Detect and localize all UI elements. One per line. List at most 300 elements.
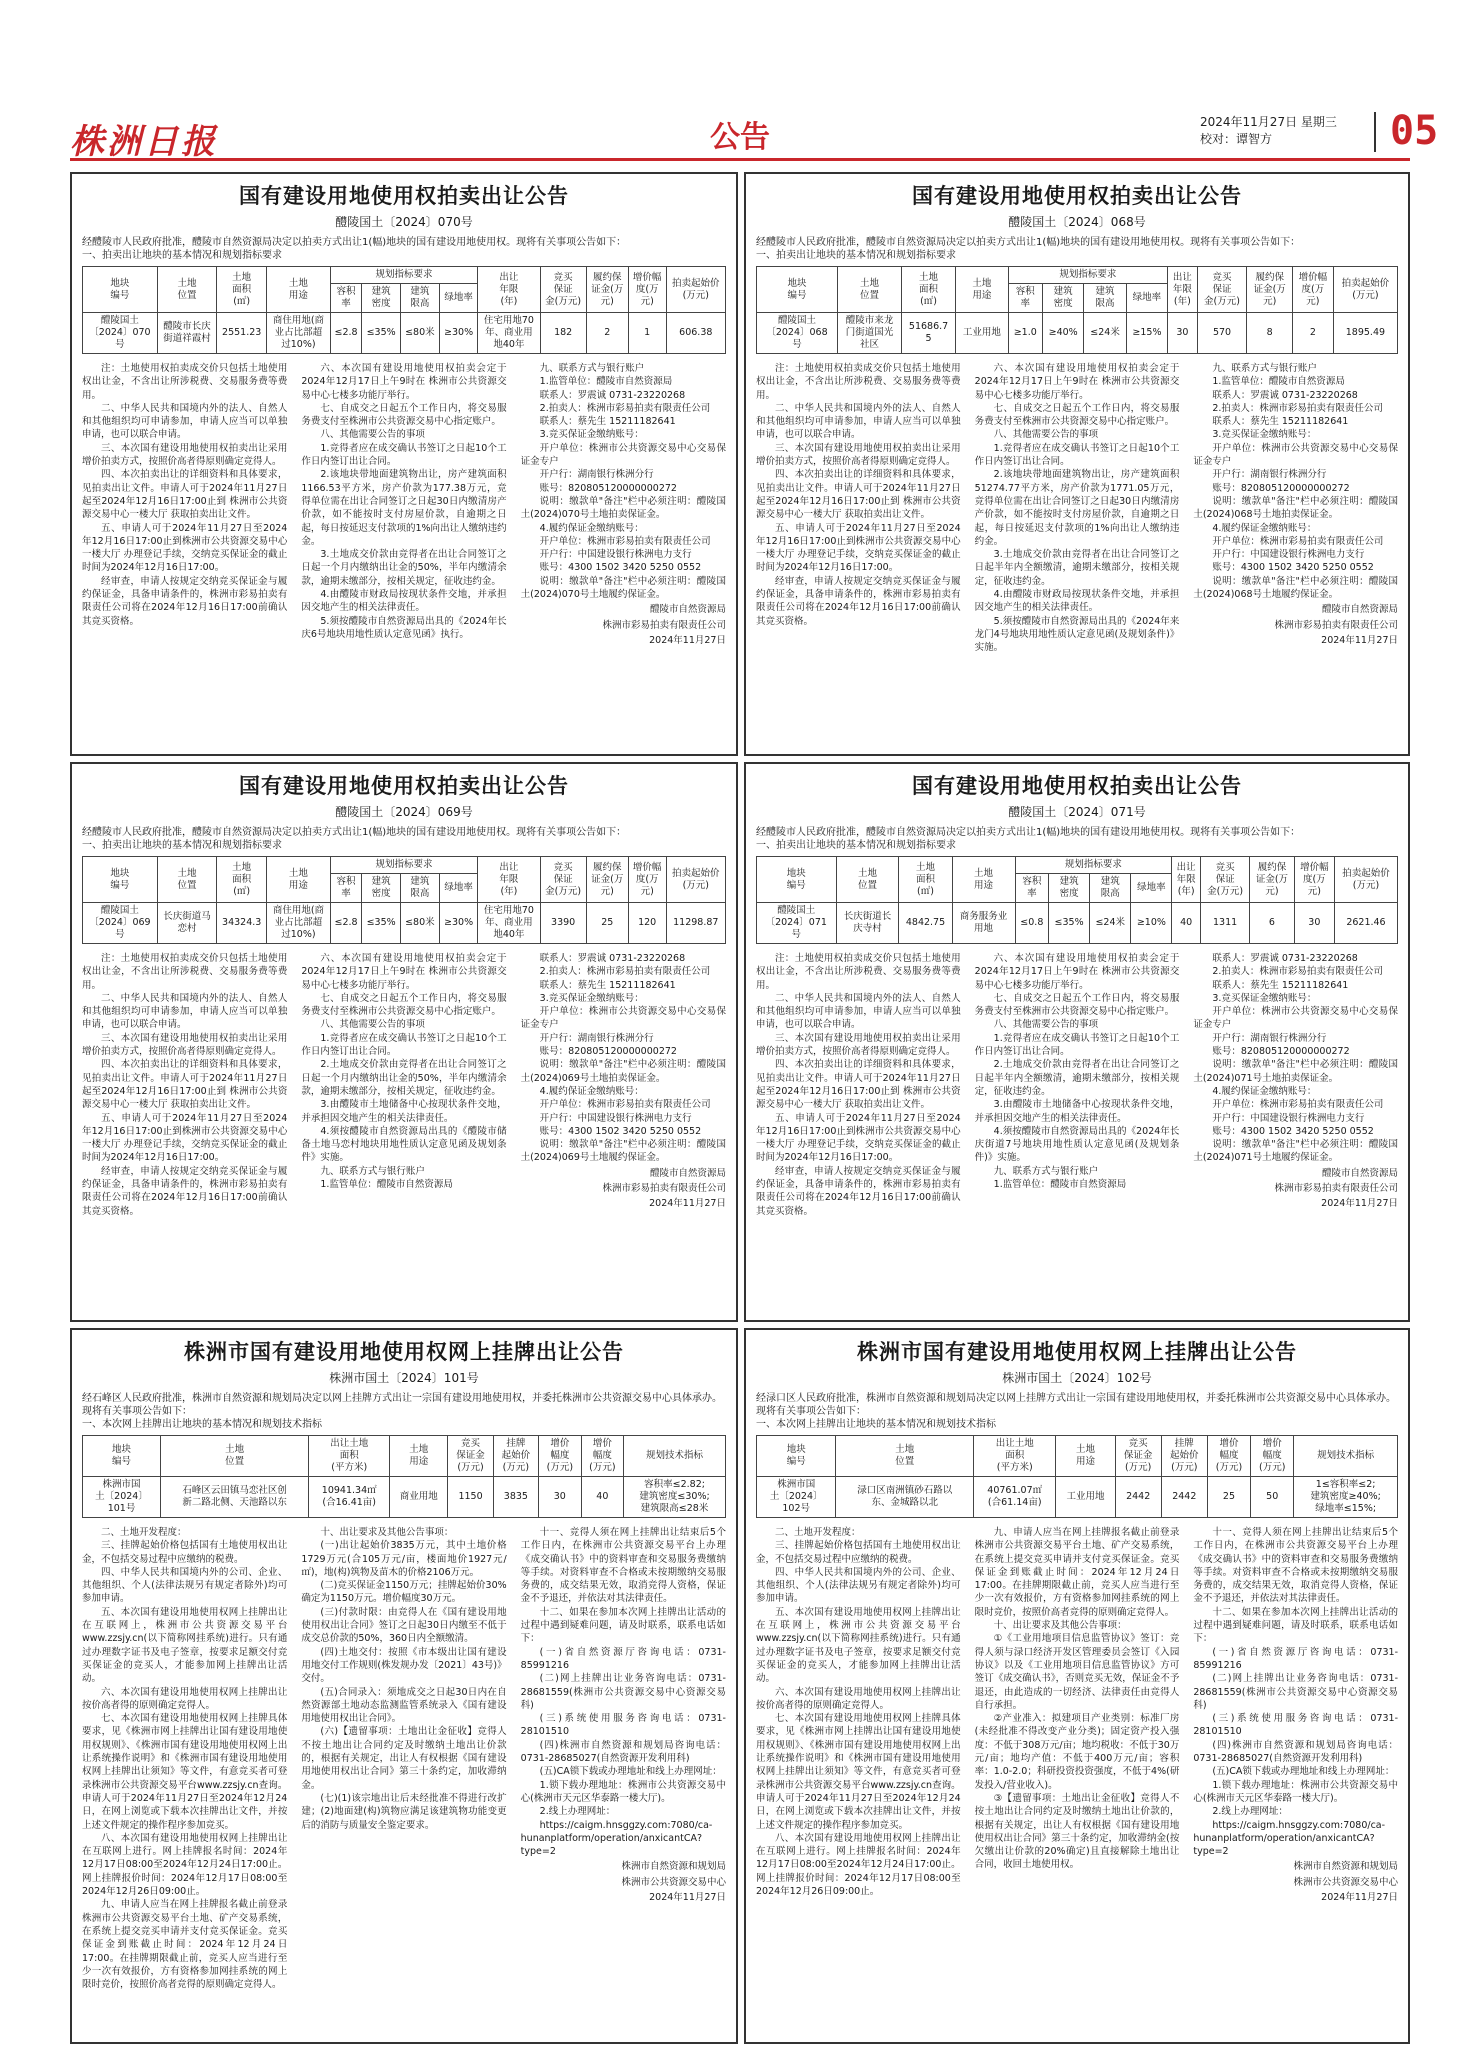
issue-date: 2024年11月27日 星期三	[1200, 115, 1337, 129]
notice-intro: 经渌口区人民政府批准，株洲市自然资源和规划局决定以网上挂牌方式出让一宗国有建设用地使用权，并委托株洲市公共资源交易中心具体承办。现将有关事项公告如下： 一、本次网上挂牌出让地块的基本情况和规划技术指标	[756, 1393, 1396, 1430]
body-paragraph: 七、自成交之日起五个工作日内，将交易服务费支付至株洲市公共资源交易中心指定账户。	[301, 992, 507, 1018]
notice-body	[756, 952, 1398, 1218]
body-paragraph: 十二、如果在参加本次网上挂牌出让活动的过程中遇到疑难问题，请及时联系，联系电话如下：	[520, 1606, 726, 1645]
body-paragraph: 1.竞得者应在成交确认书签订之日起10个工作日内签订出让合同。	[301, 1032, 507, 1058]
table-cell: 30	[539, 1477, 582, 1518]
body-paragraph: 开户单位：株洲市彩易拍卖有限责任公司	[539, 1099, 711, 1111]
body-paragraph: 4.须按醴陵市自然资源局出具的《2024年长庆街道7号地块用地性质认定意见函(及规划条件)》实施。	[974, 1125, 1180, 1164]
body-paragraph: 说明：缴款单"备注"栏中必须注明：醴陵国土(2024)069号土地拍卖保证金。	[520, 1059, 726, 1084]
body-paragraph: 九、联系方式与银行账户	[539, 363, 645, 374]
table-header-row	[83, 1436, 726, 1477]
body-paragraph: (五)合同录入：须地成交之日起30日内在自然资源部土地动态监测监管系统录入《国有建设用地使用权出让合同》。	[301, 1686, 507, 1725]
signature-line: 株洲市彩易拍卖有限责任公司	[602, 619, 726, 631]
body-paragraph: 八、本次国有建设用地使用权网上挂牌出让在互联网上进行。网上挂牌报名时间：2024年12月17日08:00至2024年12月24日17:00止。网上挂牌报价时间：2024年12月17日08:00至2024年12月26日09:00止。	[82, 1832, 288, 1898]
body-column-1	[82, 1526, 287, 1991]
body-paragraph: 九、联系方式与银行账户	[1212, 363, 1317, 374]
signature-line: 株洲市公共资源交易中心	[621, 1876, 726, 1888]
table-header-cell: 容积 率	[1015, 874, 1049, 903]
body-paragraph: 2.该地块带地面建筑物出让，房产建筑面积51274.77平方米，房产价款为1771.05万元，竞得单位需在出让合同签订之日起30日内缴清房产价款，如不能按时支付房屋价款，自逾期之日起，每日按延迟支付款项的1%向出让人缴纳违约金。	[974, 469, 1180, 547]
body-paragraph: (四)株洲市自然资源和规划局咨询电话：0731-28685027(自然资源开发利用科)	[1193, 1739, 1399, 1765]
body-column-1	[756, 952, 961, 1218]
table-header-row	[757, 857, 1398, 874]
table-header-cell: 土地 用途	[390, 1436, 448, 1477]
notice-title: 国有建设用地使用权拍卖出让公告	[239, 774, 569, 798]
land-table	[756, 856, 1398, 944]
table-header-cell: 容积 率	[330, 874, 362, 903]
body-paragraph: 开户行：湖南银行株洲分行	[1212, 469, 1327, 481]
header-divider	[1374, 112, 1376, 152]
body-paragraph: 说明：缴款单"备注"栏中必须注明：醴陵国土(2024)071号土地履约保证金。	[1193, 1139, 1399, 1164]
body-column-2	[301, 1526, 506, 1991]
table-header-cell: 建筑 密度	[362, 284, 400, 313]
table-cell: 商务服务业 用地	[952, 903, 1015, 944]
table-header-cell: 增价 幅度 (万元)	[1251, 1436, 1294, 1477]
table-header-row	[83, 267, 726, 284]
body-paragraph: 开户单位：株洲市公共资源交易中心交易保证金专户	[520, 1006, 726, 1031]
body-paragraph: 1.监管单位：醴陵市自然资源局	[993, 1179, 1127, 1191]
table-header-cell: 土地 位置	[161, 1436, 309, 1477]
body-paragraph: 联系人：罗震诚 0731-23220268	[1212, 389, 1358, 401]
table-cell: 醴陵市来龙 门街道国光 社区	[837, 313, 901, 354]
body-paragraph: 2.拍卖人：株洲市彩易拍卖有限责任公司	[539, 966, 711, 978]
body-paragraph: (五)CA锁下载或办理地址和线上办理网址：	[539, 1766, 722, 1778]
table-row	[757, 313, 1398, 354]
body-column-2	[975, 1526, 1180, 1904]
table-cell: 50	[1251, 1477, 1294, 1518]
table-cell: ≥40%	[1042, 313, 1084, 354]
table-header-cell: 地块 编号	[757, 857, 837, 903]
table-header-cell: 出让 年限 (年)	[1168, 267, 1197, 313]
body-paragraph: 4.履约保证金缴纳账号：	[539, 522, 644, 534]
body-paragraph: 说明：缴款单"备注"栏中必须注明：醴陵国土(2024)068号土地拍卖保证金。	[1193, 495, 1399, 521]
body-paragraph: 六、本次国有建设用地使用权拍卖会定于2024年12月17日上午9时在 株洲市公共资源交易中心七楼多功能厅举行。	[974, 363, 1180, 401]
table-cell: ≥30%	[439, 903, 477, 944]
table-header-cell: 地块 编号	[83, 1436, 161, 1477]
table-header-cell: 建筑 限高	[400, 874, 439, 903]
table-header-cell: 出让 年限 (年)	[1172, 857, 1201, 903]
table-cell: 40	[1172, 903, 1201, 944]
body-column-1	[82, 952, 287, 1218]
body-paragraph: https://caigm.hnsggzy.com:7080/ca-hunanplatform/operation/anxicantCA?type=2	[520, 1819, 713, 1858]
body-paragraph: (二)竞买保证金1150万元；挂牌起始价30%确定为1150万元。增价幅度30万元。	[301, 1580, 507, 1605]
body-paragraph: 4.履约保证金缴纳账号：	[539, 1085, 644, 1097]
table-header-cell: 地块 编号	[757, 267, 838, 313]
body-paragraph: 十、出让要求及其他公告事项：	[993, 1620, 1127, 1632]
body-paragraph: 联系人：蔡先生 15211182641	[539, 416, 676, 428]
table-cell: 51686.7 5	[902, 313, 956, 354]
body-paragraph: 2.该地块带地面建筑物出让，房产建筑面积1166.53平方米，房产价款为177.38万元，竞得单位需在出让合同签订之日起30日内缴清房产价款，如不能按时支付房屋价款，自逾期之日起，每日按延迟支付款项的1%向出让人缴纳违约金。	[301, 469, 507, 547]
table-header-row	[83, 857, 726, 874]
notice-number: 醴陵国土〔2024〕068号	[1008, 215, 1146, 229]
table-cell: 1	[628, 313, 666, 354]
body-paragraph: 联系人：蔡先生 15211182641	[539, 979, 676, 991]
table-header-cell: 建筑 限高	[1090, 874, 1131, 903]
table-header-cell: 土地 面积 (㎡)	[902, 267, 956, 313]
body-paragraph: (二)网上挂牌出让业务咨询电话：0731-28681559(株洲市公共资源交易中心资源交易科)	[520, 1673, 726, 1711]
table-header-planning: 规划指标要求	[1015, 857, 1172, 874]
body-paragraph: (四)株洲市自然资源和规划局咨询电话：0731-28685027(自然资源开发利用科)	[520, 1739, 726, 1765]
table-header-cell: 拍卖起始价 (万元)	[1334, 857, 1397, 903]
body-paragraph: (二)网上挂牌出让业务咨询电话：0731-28681559(株洲市公共资源交易中心资源交易科)	[1193, 1673, 1399, 1711]
body-column-2	[975, 952, 1180, 1218]
notice-panel-068	[744, 172, 1410, 756]
table-cell: 工业用地	[956, 313, 1009, 354]
notice-body	[82, 362, 726, 647]
body-column-2	[975, 362, 1180, 655]
table-cell: 渌口区南洲镇砂石路以 东、金城路以北	[836, 1477, 974, 1518]
table-header-cell: 土地 用途	[956, 267, 1009, 313]
body-paragraph: 五、本次国有建设用地使用权网上挂牌出让在互联网上，株洲市公共资源交易平台www.zzsjy.cn(以下简称网挂系统)进行。只有通过办理数字证书及电子签章，按要求足额交付竞买保证金的竞买人，才能参加网上挂牌出让活动。	[82, 1606, 288, 1685]
body-paragraph: (五)CA锁下载或办理地址和线上办理网址：	[1212, 1766, 1395, 1778]
table-header-cell: 拍卖起始价 (万元)	[666, 267, 725, 313]
table-cell: ≤35%	[362, 313, 400, 354]
body-paragraph: 2.线上办理网址：	[539, 1806, 616, 1818]
table-cell: 8	[1247, 313, 1292, 354]
table-header-cell: 增价 幅度 (万元)	[1207, 1436, 1250, 1477]
table-cell: 醴陵国土 〔2024〕069 号	[83, 903, 158, 944]
body-paragraph: 七、自成交之日起五个工作日内，将交易服务费支付至株洲市公共资源交易中心指定账户。	[974, 402, 1180, 428]
body-paragraph: 三、本次国有建设用地使用权拍卖出让采用增价拍卖方式，按照价高者得原则确定竞得人。	[82, 1032, 288, 1058]
notice-intro: 经醴陵市人民政府批准，醴陵市自然资源局决定以拍卖方式出让1(幅)地块的国有建设用地使用权。现将有关事项公告如下： 一、拍卖出让地块的基本情况和规划指标要求	[82, 827, 627, 851]
body-paragraph: 联系人：蔡先生 15211182641	[1212, 416, 1349, 428]
signature-line: 2024年11月27日	[1321, 634, 1399, 646]
table-cell: ≤24米	[1084, 313, 1126, 354]
body-paragraph: 六、本次国有建设用地使用权拍卖会定于2024年12月17日上午9时在 株洲市公共资源交易中心七楼多功能厅举行。	[301, 363, 507, 401]
table-cell: 2442	[1115, 1477, 1161, 1518]
table-cell: 2551.23	[217, 313, 267, 354]
body-paragraph: 八、其他需要公告的事项	[320, 429, 425, 441]
body-paragraph: 3.由醴陵市土地储备中心按现状条件交地，并承担因交地产生的相关法律责任。	[301, 1099, 507, 1124]
table-header-cell: 增价幅 度(万 元)	[628, 857, 666, 903]
notice-title: 株洲市国有建设用地使用权网上挂牌出让公告	[184, 1340, 624, 1364]
body-paragraph: 开户行：湖南银行株洲分行	[539, 1032, 654, 1044]
body-column-1	[756, 1526, 961, 1904]
body-paragraph: ①《工业用地项目信息监管协议》签订：竞得人须与渌口经济开发区管理委员会签订《入园协议》以及《工业用地项目信息监管协议》方可签订《成交确认书》，否则竞买无效，保证金不予退还，由此造成的一切经济、法律责任由竞得人自行承担。	[974, 1633, 1180, 1711]
body-paragraph: 四、本次拍卖出让的详细资料和具体要求，见拍卖出让文件。申请人可于2024年11月27日起至2024年12月16日17:00止到 株洲市公共资源交易中心一楼大厅 获取拍卖出让文件。	[756, 1059, 961, 1111]
land-table	[82, 266, 726, 354]
table-header-cell: 增价 幅度 (万元)	[581, 1436, 624, 1477]
table-header-cell: 建筑 限高	[400, 284, 439, 313]
table-cell: ≤2.8	[330, 903, 362, 944]
body-paragraph: 十一、竞得人须在网上挂牌出让结束后5个工作日内，在株洲市公共资源交易平台上办理《成交确认书》中的资料审查和交易服务费缴纳等手续。对资料审查不合格或未按期缴纳交易服务费的，成交结果无效，取消竞得人资格，保证金不予退还，并依法对其法律责任。	[520, 1527, 726, 1605]
table-cell: 10941.34㎡ (合16.41亩)	[309, 1477, 390, 1518]
table-header-cell: 土地 位置	[836, 1436, 974, 1477]
body-paragraph: 说明：缴款单"备注"栏中必须注明：醴陵国土(2024)070号土地履约保证金。	[520, 575, 726, 601]
table-cell: ≥1.0	[1008, 313, 1042, 354]
notice-intro: 经醴陵市人民政府批准，醴陵市自然资源局决定以拍卖方式出让1(幅)地块的国有建设用地使用权。现将有关事项公告如下： 一、拍卖出让地块的基本情况和规划指标要求	[756, 827, 1301, 851]
table-header-cell: 建筑 密度	[1042, 284, 1084, 313]
table-header-cell: 土地 位置	[836, 857, 899, 903]
notice-body	[82, 952, 726, 1218]
table-header-cell: 容积 率	[330, 284, 362, 313]
table-header-cell: 履约保 证金(万 元)	[586, 267, 628, 313]
body-paragraph: 开户单位：株洲市彩易拍卖有限责任公司	[1212, 1099, 1384, 1111]
table-cell: 石峰区云田镇马恋社区创 新二路北侧、天池路以东	[161, 1477, 309, 1518]
body-paragraph: 2.线上办理网址：	[1212, 1806, 1288, 1818]
body-paragraph: 1.监管单位：醴陵市自然资源局	[320, 1179, 453, 1191]
table-cell: 182	[540, 313, 586, 354]
table-cell: 1895.49	[1333, 313, 1397, 354]
table-header-cell: 土地 面积 (㎡)	[217, 267, 267, 313]
notice-title: 国有建设用地使用权拍卖出让公告	[912, 774, 1242, 798]
body-paragraph: 1.锁下载办理地址：株洲市公共资源交易中心(株洲市天元区华泰路一楼大厅)。	[520, 1779, 726, 1804]
body-paragraph: 开户单位：株洲市公共资源交易中心交易保证金专户	[1193, 1006, 1399, 1031]
table-header-cell: 土地 用途	[952, 857, 1015, 903]
body-paragraph: 5.须按醴陵市自然资源局出具的《2024年来龙门4号地块用地性质认定意见函(及规划条件)》实施。	[974, 615, 1180, 654]
table-header-cell: 挂牌 起始价 (万元)	[493, 1436, 538, 1477]
body-paragraph: 经审查，申请人按规定交纳竞买保证金与履约保证金，具备申请条件的，株洲市彩易拍卖有限责任公司将在2024年12月16日17:00前确认其竞买资格。	[82, 575, 288, 627]
notice-panel-102	[744, 1328, 1410, 2044]
notice-number: 醴陵国土〔2024〕071号	[1008, 805, 1146, 819]
body-paragraph: 开户单位：株洲市彩易拍卖有限责任公司	[1212, 535, 1384, 547]
table-header-cell: 规划技术指标	[1294, 1436, 1398, 1477]
table-row	[83, 1477, 726, 1518]
body-paragraph: 五、申请人可于2024年11月27日至2024年12月16日17:00止到株洲市公共资源交易中心一楼大厅 办理登记手续，交纳竞买保证金的截止时间为2024年12月16日17:00。	[756, 522, 961, 574]
body-paragraph: 开户行：中国建设银行株洲电力支行	[539, 549, 692, 561]
table-cell: 株洲市国 土〔2024〕 102号	[757, 1477, 836, 1518]
table-cell: 株洲市国 土〔2024〕 101号	[83, 1477, 161, 1518]
table-header-cell: 竞买 保证 金(万元)	[540, 857, 586, 903]
table-header-cell: 履约保 证金(万 元)	[586, 857, 628, 903]
header-date	[1200, 114, 1337, 148]
table-row	[757, 1477, 1398, 1518]
body-paragraph: 四、本次拍卖出让的详细资料和具体要求，见拍卖出让文件。申请人可于2024年11月27日起至2024年12月16日17:00止到 株洲市公共资源交易中心一楼大厅 获取拍卖出让文件。	[82, 469, 288, 521]
body-paragraph: 注：土地使用权拍卖成交价只包括土地使用权出让金，不含出让所涉税费、交易服务费等费用。	[756, 363, 961, 401]
newspaper-logo: 株洲日报	[70, 122, 218, 162]
table-cell: 1311	[1201, 903, 1250, 944]
body-column-3	[1193, 952, 1398, 1218]
table-header-cell: 增价幅 度(万 元)	[1294, 857, 1334, 903]
body-column-2	[301, 952, 506, 1218]
table-cell: 容积率≤2.82; 建筑密度≤30%; 建筑限高≤28米	[624, 1477, 726, 1518]
table-header-planning: 规划指标要求	[330, 857, 478, 874]
table-cell: 11298.87	[666, 903, 725, 944]
body-paragraph: 账号：4300 1502 3420 5250 0552	[1212, 562, 1374, 574]
body-paragraph: 账号：4300 1502 3420 5250 0552	[539, 562, 702, 574]
table-header-cell: 土地 位置	[837, 267, 901, 313]
table-header-cell: 绿地率	[1126, 284, 1168, 313]
body-column-3	[1193, 362, 1398, 655]
table-cell: 商住用地(商 业占比部超 过10%)	[267, 903, 330, 944]
table-header-cell: 履约保 证金(万 元)	[1250, 857, 1295, 903]
body-paragraph: 开户单位：株洲市公共资源交易中心交易保证金专户	[520, 442, 726, 468]
signature-line: 醴陵市自然资源局	[649, 1167, 726, 1179]
table-cell: ≤24米	[1090, 903, 1131, 944]
table-cell: 长庆街道马 恋村	[157, 903, 216, 944]
table-cell: 住宅用地70 年、商业用 地40年	[478, 903, 540, 944]
table-cell: 长庆街道长 庆寺村	[836, 903, 899, 944]
body-column-2	[301, 362, 506, 647]
body-paragraph: 账号：820805120000000272	[539, 482, 677, 494]
body-paragraph: 2.拍卖人：株洲市彩易拍卖有限责任公司	[539, 402, 711, 414]
table-cell: ≥15%	[1126, 313, 1168, 354]
table-header-cell: 挂牌 起始价 (万元)	[1161, 1436, 1207, 1477]
table-header-cell: 容积 率	[1008, 284, 1042, 313]
body-paragraph: 联系人：罗震诚 0731-23220268	[539, 389, 686, 401]
table-cell: 570	[1197, 313, 1247, 354]
table-row	[83, 313, 726, 354]
table-cell: ≤35%	[1049, 903, 1090, 944]
table-cell: ≤2.8	[330, 313, 362, 354]
body-paragraph: 说明：缴款单"备注"栏中必须注明：醴陵国土(2024)070号土地拍卖保证金。	[520, 495, 726, 521]
table-cell: 2	[586, 313, 628, 354]
notice-panel-069	[70, 762, 738, 1322]
body-paragraph: 2.土地成交价款由竞得者在出让合同签订之日起半年内全额缴清，逾期未缴部分，按相关规定，征收违约金。	[974, 1059, 1180, 1097]
table-header-cell: 绿地率	[1131, 874, 1172, 903]
table-cell: 30	[1168, 313, 1197, 354]
table-header-cell: 竞买 保证 金(万元)	[1201, 857, 1250, 903]
body-paragraph: 账号：820805120000000272	[539, 1046, 677, 1058]
table-cell: 3390	[540, 903, 586, 944]
body-paragraph: 七、自成交之日起五个工作日内，将交易服务费支付至株洲市公共资源交易中心指定账户。	[974, 992, 1180, 1018]
body-paragraph: 二、土地开发程度：	[775, 1527, 861, 1538]
body-paragraph: 1.锁下载办理地址：株洲市公共资源交易中心(株洲市天元区华泰路一楼大厅)。	[1193, 1779, 1399, 1804]
table-cell: ≤0.8	[1015, 903, 1049, 944]
signature-line: 株洲市彩易拍卖有限责任公司	[1274, 1183, 1399, 1195]
table-header-cell: 土地 面积 (㎡)	[899, 857, 952, 903]
body-paragraph: 经审查，申请人按规定交纳竞买保证金与履约保证金，具备申请条件的，株洲市彩易拍卖有限责任公司将在2024年12月16日17:00前确认其竞买资格。	[756, 575, 961, 627]
table-row	[757, 903, 1398, 944]
body-paragraph: 三、本次国有建设用地使用权拍卖出让采用增价拍卖方式，按照价高者得原则确定竞得人。	[82, 442, 288, 468]
table-row	[83, 903, 726, 944]
table-cell: 4842.75	[899, 903, 952, 944]
notice-title: 国有建设用地使用权拍卖出让公告	[239, 184, 569, 208]
signature-line: 株洲市彩易拍卖有限责任公司	[1274, 619, 1399, 631]
body-paragraph: 四、中华人民共和国境内外的公司、企业、其他组织、个人(法律法规另有规定者除外)均可参加申请。	[82, 1566, 288, 1605]
body-paragraph: 账号：4300 1502 3420 5250 0552	[1212, 1125, 1374, 1137]
table-header-cell: 竞买 保证金 (万元)	[1115, 1436, 1161, 1477]
table-header-cell: 建筑 密度	[1049, 874, 1090, 903]
body-paragraph: 开户单位：株洲市公共资源交易中心交易保证金专户	[1193, 442, 1399, 468]
body-paragraph: 三、挂牌起始价格包括国有土地使用权出让金，不包括交易过程中应缴纳的税费。	[82, 1540, 288, 1565]
body-paragraph: (一)省自然资源厅咨询电话：0731-85991216	[1193, 1646, 1399, 1671]
signature-line: 株洲市公共资源交易中心	[1293, 1876, 1399, 1888]
body-paragraph: 六、本次国有建设用地使用权网上挂牌出让按价高者得的原则确定竞得人。	[82, 1686, 288, 1711]
body-paragraph: 二、中华人民共和国境内外的法人、自然人和其他组织均可申请参加，申请人应当可以单独申请，也可以联合申请。	[82, 402, 288, 441]
body-column-3	[521, 362, 726, 647]
table-header-cell: 规划技术指标	[624, 1436, 726, 1477]
table-header-cell: 增价 幅度 (万元)	[539, 1436, 582, 1477]
signature-line: 2024年11月27日	[1321, 1198, 1399, 1210]
land-table	[756, 1435, 1398, 1518]
body-paragraph: (三)系统使用服务咨询电话：0731-28101510	[1193, 1713, 1399, 1738]
table-cell: 醴陵国土 〔2024〕070 号	[83, 313, 158, 354]
table-header-cell: 拍卖起始价 (万元)	[666, 857, 725, 903]
body-paragraph: 七、本次国有建设用地使用权网上挂牌具体要求，见《株洲市网上挂牌出让国有建设用地使用权规则》、《株洲市国有建设用地使用权网上出让系统操作说明》和《株洲市国有建设用地使用权网上挂牌出让须知》等文件，有意竞买者可登录株洲市公共资源交易平台www.zzsjy.cn查询。申请人可于2024年11月27日至2024年12月24日，在网上浏览或下载本次挂牌出让文件，并按上述文件规定的操作程序参加竞买。	[756, 1713, 961, 1831]
land-table	[82, 856, 726, 944]
body-paragraph: 三、本次国有建设用地使用权拍卖出让采用增价拍卖方式，按照价高者得原则确定竞得人。	[756, 1032, 961, 1058]
body-paragraph: 联系人：罗震诚 0731-23220268	[1212, 953, 1358, 964]
body-paragraph: 2.土地成交价款由竞得者在出让合同签订之日起一个月内缴纳出让金的50%，半年内缴清余款，逾期未缴部分，按相关规定，征收违约金。	[301, 1059, 507, 1097]
body-paragraph: (七)(1)该宗地出让后未经批准不得进行改扩建；(2)地面建(构)筑物应满足该建筑物功能变更后的消防与质量安全鉴定要求。	[301, 1792, 507, 1831]
body-paragraph: 3.竞买保证金缴纳账号：	[539, 429, 644, 441]
body-paragraph: 二、土地开发程度：	[101, 1527, 187, 1538]
table-cell: 醴陵市长庆 街道祥霞村	[157, 313, 216, 354]
table-header-cell: 绿地率	[439, 874, 477, 903]
table-cell: 606.38	[666, 313, 725, 354]
table-header-cell: 土地 面积 (㎡)	[217, 857, 267, 903]
body-paragraph: 4.须按醴陵市自然资源局出具的《醴陵市储备土地马恋村地块用地性质认定意见函及规划条件》实施。	[301, 1125, 507, 1164]
table-header-cell: 土地 用途	[267, 857, 330, 903]
table-cell: ≤35%	[362, 903, 400, 944]
body-paragraph: (六)【遗留事项：土地出让金征收】竞得人不按土地出让合同约定及时缴纳土地出让价款的，根据有关规定，出让人有权根据《国有建设用地使用权出让合同》第三十条约定，加收滞纳金。	[301, 1726, 507, 1791]
body-paragraph: 三、本次国有建设用地使用权拍卖出让采用增价拍卖方式，按照价高者得原则确定竞得人。	[756, 442, 961, 468]
body-paragraph: 注：土地使用权拍卖成交价只包括土地使用权出让金，不含出让所涉税费、交易服务费等费用。	[82, 363, 288, 401]
body-paragraph: 二、中华人民共和国境内外的法人、自然人和其他组织均可申请参加，申请人应当可以单独申请，也可以联合申请。	[756, 402, 961, 441]
body-paragraph: 九、联系方式与银行账户	[993, 1165, 1099, 1177]
notice-number: 株洲市国土〔2024〕101号	[329, 1371, 479, 1385]
body-paragraph: 说明：缴款单"备注"栏中必须注明：醴陵国土(2024)069号土地履约保证金。	[520, 1139, 726, 1164]
table-cell: 商业用地	[390, 1477, 448, 1518]
table-header-cell: 出让 年限 (年)	[478, 857, 540, 903]
table-cell: 6	[1250, 903, 1295, 944]
table-cell: 工业用地	[1056, 1477, 1115, 1518]
table-cell: 25	[586, 903, 628, 944]
notice-number: 醴陵国土〔2024〕069号	[335, 805, 473, 819]
body-paragraph: 1.竞得者应在成交确认书签订之日起10个工作日内签订出让合同。	[974, 442, 1180, 468]
body-paragraph: 2.拍卖人：株洲市彩易拍卖有限责任公司	[1212, 402, 1383, 414]
body-paragraph: 九、联系方式与银行账户	[320, 1165, 425, 1177]
body-paragraph: (三)付款时限：由竞得人在《国有建设用地使用权出让合同》签订之日起30日内缴至不低于成交总价款的50%，360日内全额缴清。	[301, 1606, 507, 1645]
body-paragraph: 3.土地成交价款由竞得者在出让合同签订之日起一个月内缴纳出让金的50%，半年内缴清余款，逾期未缴部分，按相关规定，征收违约金。	[301, 549, 507, 587]
body-paragraph: 账号：820805120000000272	[1212, 482, 1350, 494]
body-paragraph: 六、本次国有建设用地使用权拍卖会定于2024年12月17日上午9时在 株洲市公共资源交易中心七楼多功能厅举行。	[301, 953, 507, 991]
body-paragraph: (四)土地交付：按照《市本级出让国有建设用地交付工作规则(株发规办发〔2021〕43号)》交付。	[301, 1646, 507, 1685]
notice-intro: 经醴陵市人民政府批准，醴陵市自然资源局决定以拍卖方式出让1(幅)地块的国有建设用地使用权。现将有关事项公告如下： 一、拍卖出让地块的基本情况和规划指标要求	[756, 237, 1301, 261]
notice-title: 株洲市国有建设用地使用权网上挂牌出让公告	[857, 1340, 1297, 1364]
body-paragraph: 开户行：中国建设银行株洲电力支行	[1212, 549, 1365, 561]
table-header-cell: 履约保 证金(万 元)	[1247, 267, 1292, 313]
body-paragraph: 1.竞得者应在成交确认书签订之日起10个工作日内签订出让合同。	[301, 442, 507, 468]
table-cell: ≤80米	[400, 313, 439, 354]
table-header-planning: 规划指标要求	[1008, 267, 1168, 284]
body-paragraph: 3.土地成交价款由竞得者在出让合同签订之日起半年内全额缴清，逾期未缴部分，按相关规定，征收违约金。	[974, 549, 1180, 587]
body-paragraph: 1.竞得者应在成交确认书签订之日起10个工作日内签订出让合同。	[974, 1032, 1180, 1058]
table-header-cell: 地块 编号	[83, 267, 158, 313]
table-cell: 商住用地(商 业占比部超 过10%)	[267, 313, 330, 354]
body-paragraph: 经审查，申请人按规定交纳竞买保证金与履约保证金，具备申请条件的，株洲市彩易拍卖有限责任公司将在2024年12月16日17:00前确认其竞买资格。	[82, 1165, 288, 1217]
signature-line: 醴陵市自然资源局	[649, 604, 726, 616]
body-paragraph: 开户行：湖南银行株洲分行	[1212, 1032, 1327, 1044]
signature-line: 株洲市自然资源和规划局	[621, 1861, 726, 1873]
body-paragraph: 1.监管单位：醴陵市自然资源局	[1212, 376, 1345, 388]
body-paragraph: https://caigm.hnsggzy.com:7080/ca-hunanplatform/operation/anxicantCA?type=2	[1193, 1819, 1386, 1858]
body-paragraph: ③【遗留事项：土地出让金征收】竞得人不按土地出让合同约定及时缴纳土地出让价款的，根据有关规定，出让人有权根据《国有建设用地使用权出让合同》第三十条约定，加收滞纳金(按欠缴出让价款的20%确定)且直接解除土地出让合同，收回土地使用权。	[974, 1792, 1180, 1871]
body-paragraph: 二、中华人民共和国境内外的法人、自然人和其他组织均可申请参加，申请人应当可以单独申请，也可以联合申请。	[756, 992, 961, 1031]
body-paragraph: 五、申请人可于2024年11月27日至2024年12月16日17:00止到株洲市公共资源交易中心一楼大厅 办理登记手续，交纳竞买保证金的截止时间为2024年12月16日17:00。	[756, 1112, 961, 1164]
signature-line: 株洲市彩易拍卖有限责任公司	[602, 1183, 726, 1195]
body-paragraph: 4.由醴陵市财政局按现状条件交地，并承担因交地产生的相关法律责任。	[301, 589, 507, 614]
table-header-cell: 竞买 保证金 (万元)	[448, 1436, 493, 1477]
table-cell: 醴陵国土 〔2024〕071 号	[757, 903, 837, 944]
table-cell: 40	[581, 1477, 624, 1518]
body-paragraph: 3.由醴陵市土地储备中心按现状条件交地，并承担因交地产生的相关法律责任。	[974, 1099, 1180, 1124]
body-paragraph: ②产业准入：拟建项目产业类别：标准厂房(未经批准不得改变产业分类)；固定资产投入强度：不低于308万元/亩；地均税收：不低于30万元/亩；地均产值：不低于400万元/亩；容积率：1.0-2.0；科研投资投资强度，不低于4%(研发投入/营业收入)。	[974, 1713, 1180, 1791]
table-header-cell: 建筑 限高	[1084, 284, 1126, 313]
table-header-cell: 出让土地 面积 (平方米)	[309, 1436, 390, 1477]
notice-panel-101	[70, 1328, 738, 2044]
table-cell: ≥30%	[439, 313, 477, 354]
body-paragraph: 八、其他需要公告的事项	[993, 429, 1099, 441]
table-header-cell: 建筑 密度	[362, 874, 400, 903]
body-paragraph: (三)系统使用服务咨询电话：0731-28101510	[520, 1713, 726, 1738]
body-paragraph: 3.竞买保证金缴纳账号：	[539, 992, 644, 1004]
body-paragraph: (一)出让起始价3835万元，其中土地价格1729万元(合105万元/亩，楼面地价1927元/㎡)，地(构)筑物及苗木的价格2106万元。	[301, 1540, 507, 1578]
notice-intro: 经石峰区人民政府批准，株洲市自然资源和规划局决定以网上挂牌方式出让一宗国有建设用地使用权，并委托株洲市公共资源交易中心具体承办。现将有关事项公告如下： 一、本次网上挂牌出让地块的基本情况和规划技术指标	[82, 1393, 722, 1430]
body-paragraph: 联系人：罗震诚 0731-23220268	[539, 953, 686, 964]
table-cell: ≥10%	[1131, 903, 1172, 944]
table-cell: 120	[628, 903, 666, 944]
